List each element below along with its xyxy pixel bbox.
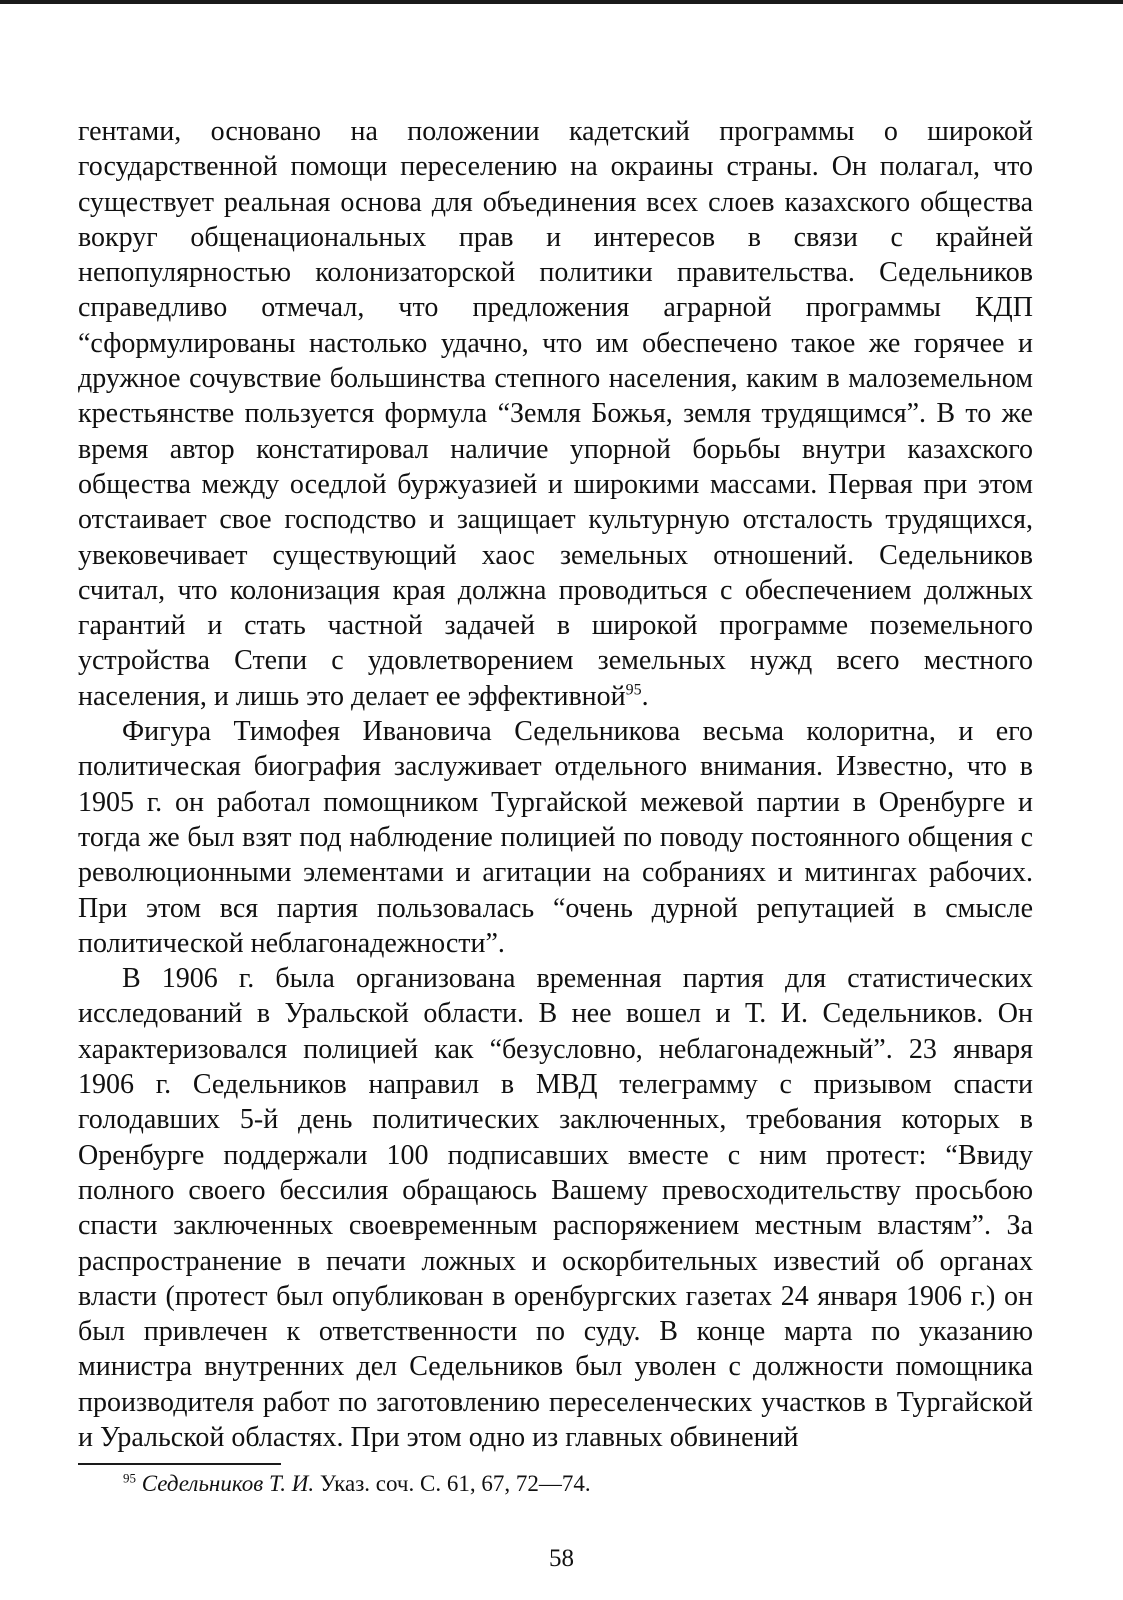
footnote-separator xyxy=(78,1463,281,1465)
footnote-citation: Указ. соч. С. 61, 67, 72—74. xyxy=(319,1471,591,1496)
paragraph-1-end: . xyxy=(641,680,649,712)
paragraph-1-text: гентами, основано на положении кадетский программы о широкой государственной помощи переселению на окраины страны. Он полагал, что существует реальная основа для объединения всех слоев казахского общества вокруг общенациональных прав и интересов в связи с крайней непопулярностью колонизаторской политики правительства. Седельников справедливо отмечал, что предложения аграрной программы КДП “сформулированы настолько удачно, что им обеспечено такое же горячее и дружное сочувствие большинства степного населения, каким в малоземельном крестьянстве пользуется формула “Земля Божья, земля трудящимся”. В то же время автор констатировал наличие упорной борьбы внутри казахского общества между оседлой буржуазией и широкими массами. Первая при этом отстаивает свое господство и защищает культурную отсталость трудящихся, увековечивает существующий хаос земельных отношений. Седельников считал, что колонизация края должна проводиться с обеспечением должных гарантий и стать частной задачей в широкой программе поземельного устройства Степи с удовлетворением земельных нужд всего местного населения, и лишь это делает ее эффективной xyxy=(78,116,1033,712)
page-body xyxy=(78,114,1033,1455)
footnote xyxy=(123,1470,591,1498)
paragraph-1 xyxy=(78,114,1033,714)
footnote-reference[interactable]: 95 xyxy=(625,681,642,699)
footnote-number: 95 xyxy=(123,1470,136,1486)
page-number: 58 xyxy=(549,1545,574,1572)
footnote-author: Седельников Т. И. xyxy=(141,1471,315,1496)
paragraph-2: Фигура Тимофея Ивановича Седельникова весьма колоритна, и его политическая биография заслуживает отдельного внимания. Известно, что в 1905 г. он работал помощником Тургайской межевой партии в Оренбурге и тогда же был взят под наблюдение полицией по поводу постоянного общения с революционными элементами и агитации на собраниях и митингах рабочих. При этом вся партия пользовалась “очень дурной репутацией в смысле политической неблагонадежности”. xyxy=(78,716,1033,959)
top-edge-rule xyxy=(0,0,1123,4)
paragraph-3: В 1906 г. была организована временная партия для статистических исследований в Уральской области. В нее вошел и Т. И. Седельников. Он характеризовался полицией как “безусловно, неблагонадежный”. 23 января 1906 г. Седельников направил в МВД телеграмму с призывом спасти голодавших 5-й день политических заключенных, требования которых в Оренбурге поддержали 100 подписавших вместе с ним протест: “Ввиду полного своего бессилия обращаюсь Вашему превосходительству просьбою спасти заключенных своевременным распоряжением местным властям”. За распространение в печати ложных и оскорбительных известий об органах власти (протест был опубликован в оренбургских газетах 24 января 1906 г.) он был привлечен к ответственности по суду. В конце марта по указанию министра внутренних дел Седельников был уволен с должности помощника производителя работ по заготовлению переселенческих участков в Тургайской и Уральской областях. При этом одно из главных обвинений xyxy=(78,963,1033,1453)
